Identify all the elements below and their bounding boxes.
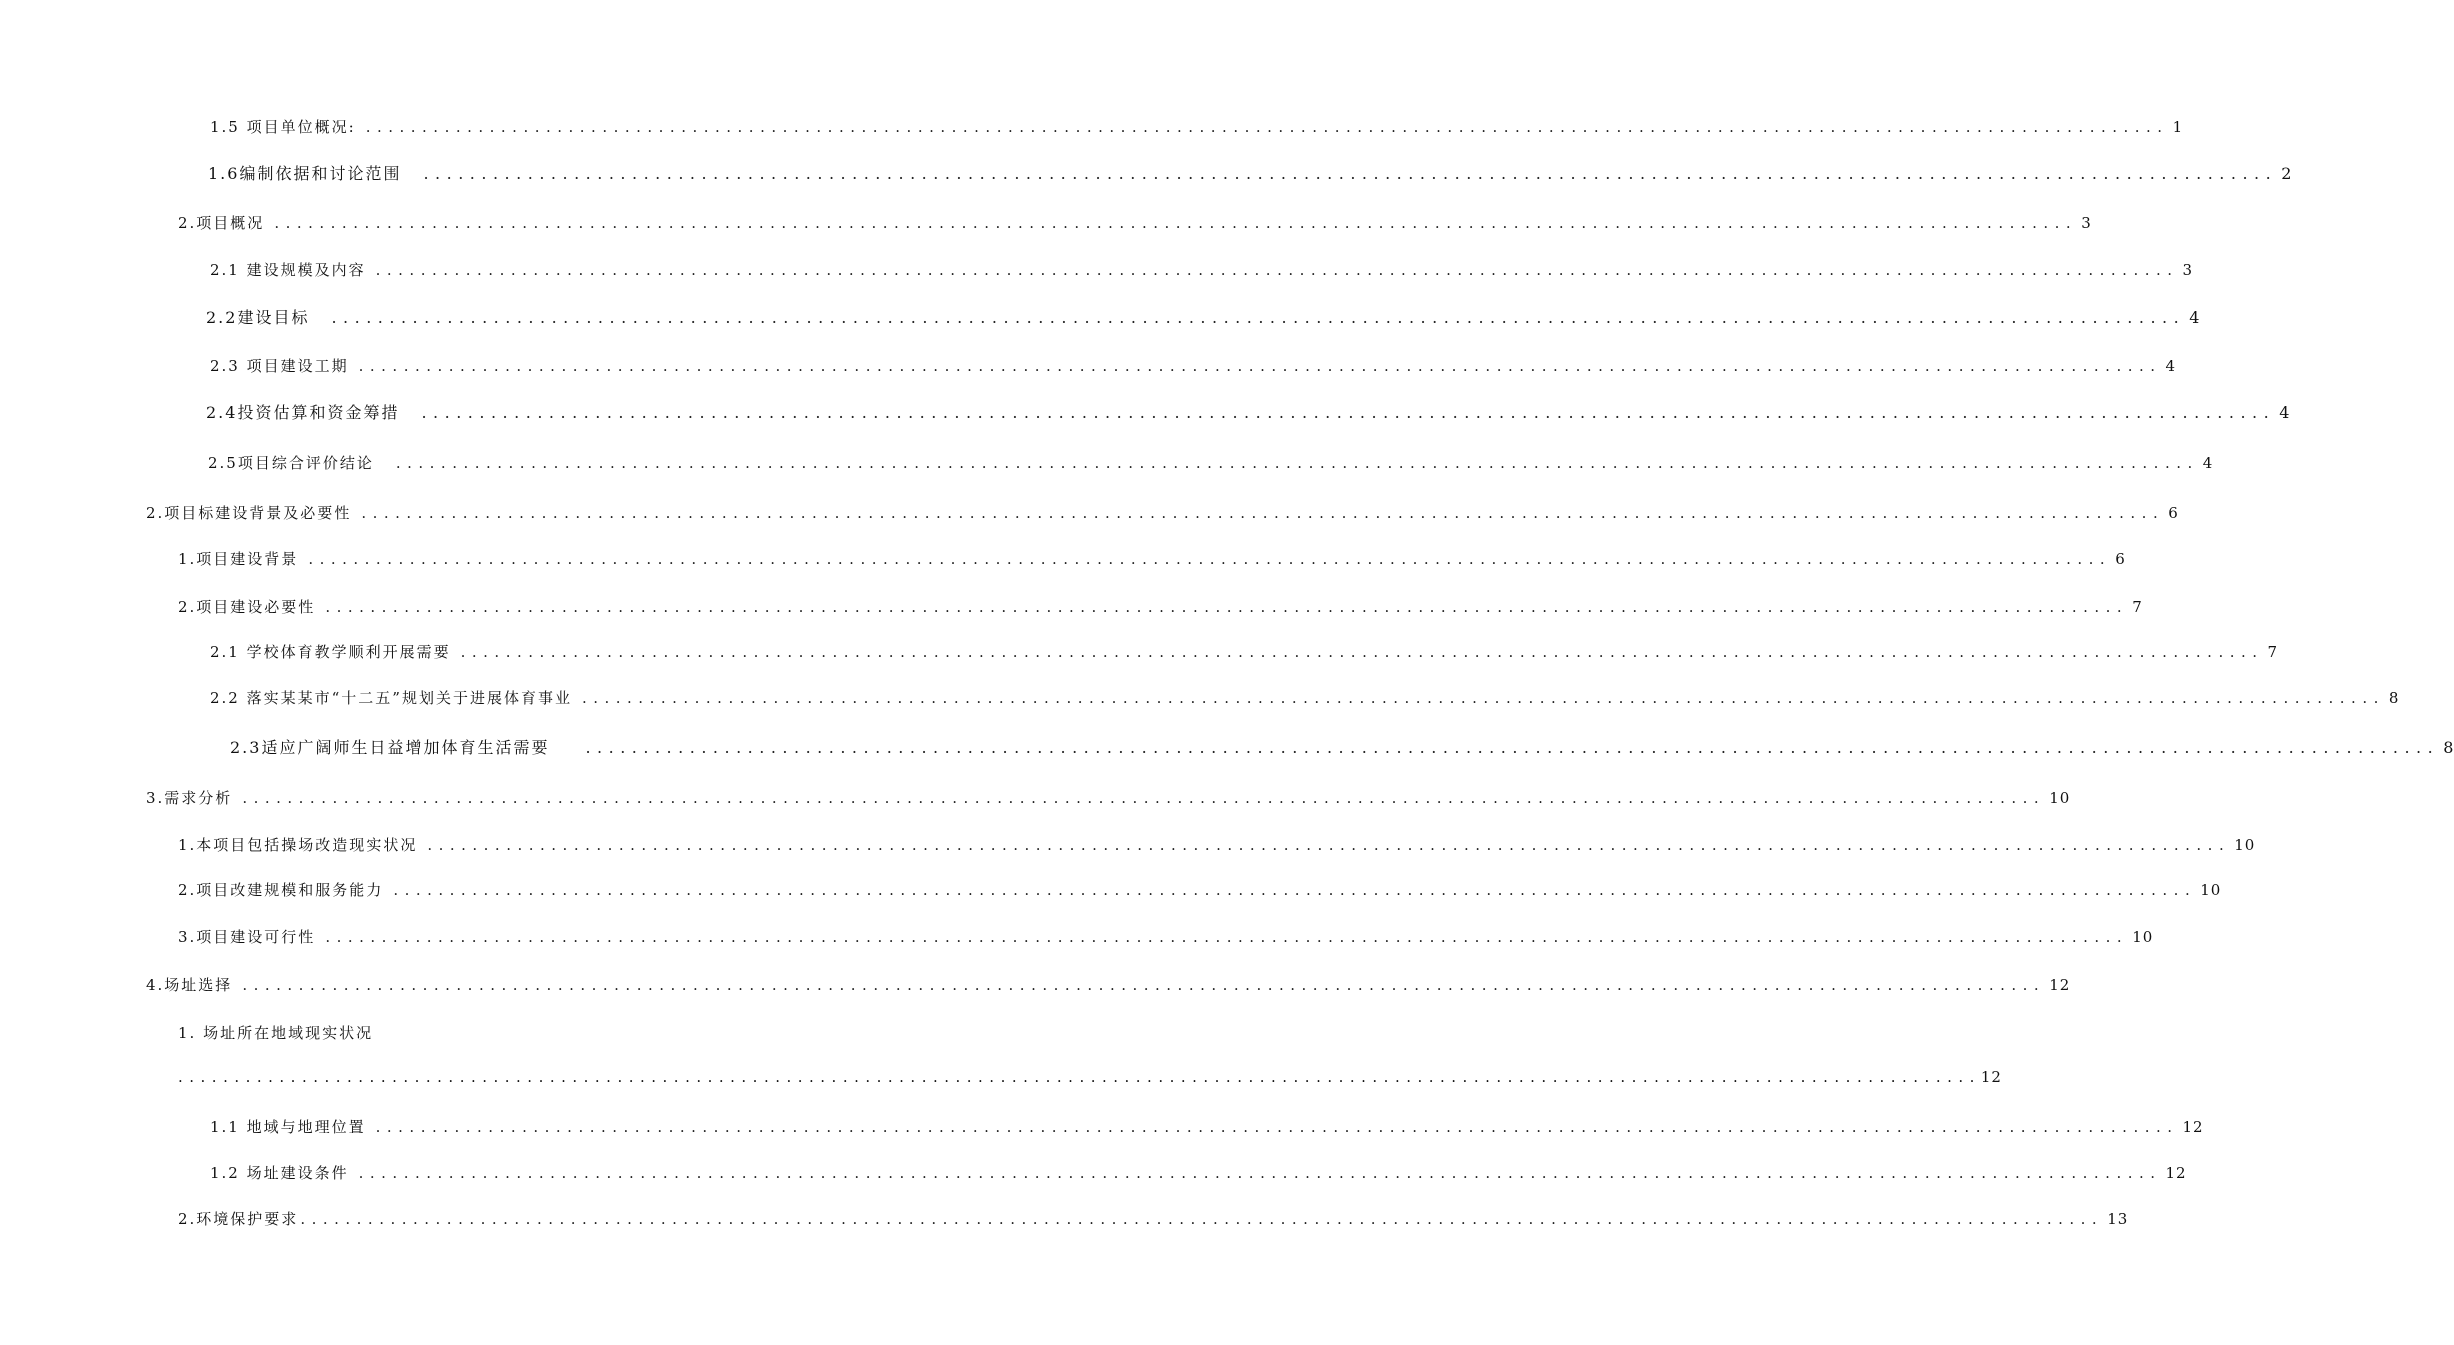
toc-entry-page: 10 xyxy=(2132,928,2154,946)
dot-leader: ................................................................................................................................................................ xyxy=(361,504,2165,522)
toc-entry-continuation[interactable] xyxy=(178,1068,2002,1086)
dot-leader: ................................................................................................................................................................ xyxy=(423,164,2278,183)
toc-entry-title: 2.1 学校体育教学顺利开展需要 xyxy=(210,643,451,661)
toc-entry-page: 10 xyxy=(2234,836,2256,854)
toc-entry-page: 12 xyxy=(1980,1068,2002,1086)
toc-entry-title: 1.6编制依据和讨论范围 xyxy=(208,164,402,183)
toc-entry-page: 1 xyxy=(2172,118,2184,136)
toc-entry-title: 1.5 项目单位概况: xyxy=(210,118,356,136)
toc-entry-title: 2.3适应广阔师生日益增加体育生活需要 xyxy=(230,738,550,757)
toc-entry-page: 4 xyxy=(2165,357,2177,375)
toc-entry-page: 12 xyxy=(2049,976,2071,994)
toc-entry[interactable] xyxy=(206,400,2291,423)
dot-leader: ................................................................................................................................................................ xyxy=(421,403,2276,422)
dot-leader: ................................................................................................................................................................ xyxy=(358,357,2162,375)
toc-entry-title: 2.项目建设必要性 xyxy=(178,598,316,616)
toc-entry-page: 4 xyxy=(2279,403,2291,422)
toc-entry-title: 2.1 建设规模及内容 xyxy=(210,261,366,279)
toc-entry[interactable] xyxy=(178,926,2154,947)
toc-entry-title: 1.本项目包括操场改造现实状况 xyxy=(178,836,418,854)
toc-entry-title: 1.2 场址建设条件 xyxy=(210,1164,349,1182)
toc-entry-page: 12 xyxy=(2182,1118,2204,1136)
toc-entry-title: 2.4投资估算和资金筹措 xyxy=(206,403,400,422)
toc-entry[interactable] xyxy=(208,452,2214,473)
toc-entry-page: 4 xyxy=(2189,308,2201,327)
dot-leader: ................................................................................................................................................................ xyxy=(395,454,2199,472)
dot-leader: ................................................................................................................................................................ xyxy=(242,976,2046,994)
toc-entry-page: 13 xyxy=(2107,1210,2129,1228)
dot-leader: ................................................................................................................................................................ xyxy=(325,928,2129,946)
toc-entry-page: 3 xyxy=(2081,214,2092,232)
dot-leader: ................................................................................................................................................................ xyxy=(375,261,2179,279)
toc-entry-title: 2.环境保护要求 xyxy=(178,1210,299,1228)
toc-entry[interactable] xyxy=(210,641,2279,662)
dot-leader: ................................................................................................................................................................ xyxy=(325,598,2129,616)
toc-entry[interactable] xyxy=(178,879,2222,900)
toc-entry[interactable] xyxy=(206,305,2201,328)
toc-entry[interactable] xyxy=(146,974,2071,995)
dot-leader: ................................................................................................................................................................ xyxy=(242,789,2046,807)
toc-entry-page: 2 xyxy=(2281,164,2293,183)
toc-entry-title: 2.项目概况 xyxy=(178,214,265,232)
toc-entry-page: 7 xyxy=(2267,643,2279,661)
toc-entry-title: 1.1 地域与地理位置 xyxy=(210,1118,366,1136)
toc-entry-title: 3.需求分析 xyxy=(146,789,233,807)
toc-entry-page: 8 xyxy=(2443,738,2454,757)
toc-entry[interactable] xyxy=(210,355,2177,376)
toc-entry-page: 10 xyxy=(2200,881,2222,899)
toc-entry[interactable] xyxy=(210,1116,2204,1137)
toc-entry-title: 2.2建设目标 xyxy=(206,308,310,327)
toc-entry-page: 12 xyxy=(2165,1164,2187,1182)
toc-entry[interactable] xyxy=(178,596,2143,617)
toc-entry[interactable] xyxy=(230,735,2454,758)
toc-entry[interactable] xyxy=(146,787,2071,808)
dot-leader: ................................................................................................................................................................ xyxy=(427,836,2231,854)
dot-leader: ................................................................................................................................................................ xyxy=(178,1068,1981,1086)
toc-entry-page: 4 xyxy=(2202,454,2214,472)
dot-leader: ................................................................................................................................................................ xyxy=(375,1118,2179,1136)
dot-leader: ................................................................................................................................................................ xyxy=(331,308,2186,327)
toc-entry-title[interactable]: 1. 场址所在地域现实状况 xyxy=(178,1024,374,1042)
toc-entry[interactable] xyxy=(208,161,2293,184)
dot-leader: ................................................................................................................................................................ xyxy=(358,1164,2162,1182)
toc-entry[interactable] xyxy=(146,502,2179,523)
toc-entry[interactable] xyxy=(210,687,2400,708)
toc-entry[interactable] xyxy=(178,834,2256,855)
dot-leader: ................................................................................................................................................................ xyxy=(393,881,2197,899)
toc-entry-title: 2.项目标建设背景及必要性 xyxy=(146,504,352,522)
toc-entry-title: 2.2 落实某某市“十二五”规划关于进展体育事业 xyxy=(210,689,572,707)
toc-entry[interactable] xyxy=(178,1208,2129,1229)
dot-leader: ................................................................................................................................................................ xyxy=(274,214,2078,232)
toc-entry-title: 3.项目建设可行性 xyxy=(178,928,316,946)
toc-entry[interactable] xyxy=(210,1162,2187,1183)
toc-entry[interactable] xyxy=(210,259,2194,280)
toc-entry-title: 4.场址选择 xyxy=(146,976,233,994)
dot-leader: ................................................................................................................................................................ xyxy=(308,550,2112,568)
toc-entry-title: 1.项目建设背景 xyxy=(178,550,299,568)
toc-entry-page: 6 xyxy=(2168,504,2179,522)
dot-leader: ................................................................................................................................................................ xyxy=(581,689,2385,707)
dot-leader: ................................................................................................................................................................ xyxy=(300,1210,2104,1228)
toc-entry[interactable] xyxy=(178,212,2092,233)
dot-leader: ................................................................................................................................................................ xyxy=(460,643,2264,661)
toc-entry-page: 3 xyxy=(2182,261,2194,279)
dot-leader: ................................................................................................................................................................ xyxy=(365,118,2169,136)
toc-entry-page: 10 xyxy=(2049,789,2071,807)
toc-entry-page: 7 xyxy=(2132,598,2143,616)
toc-entry-page: 8 xyxy=(2388,689,2400,707)
toc-entry-title: 2.项目改建规模和服务能力 xyxy=(178,881,384,899)
toc-entry-title: 2.3 项目建设工期 xyxy=(210,357,349,375)
dot-leader: ................................................................................................................................................................ xyxy=(585,738,2440,757)
toc-entry-title: 2.5项目综合评价结论 xyxy=(208,454,374,472)
toc-entry[interactable] xyxy=(178,548,2126,569)
toc-entry[interactable] xyxy=(210,116,2184,137)
toc-entry-page: 6 xyxy=(2115,550,2126,568)
